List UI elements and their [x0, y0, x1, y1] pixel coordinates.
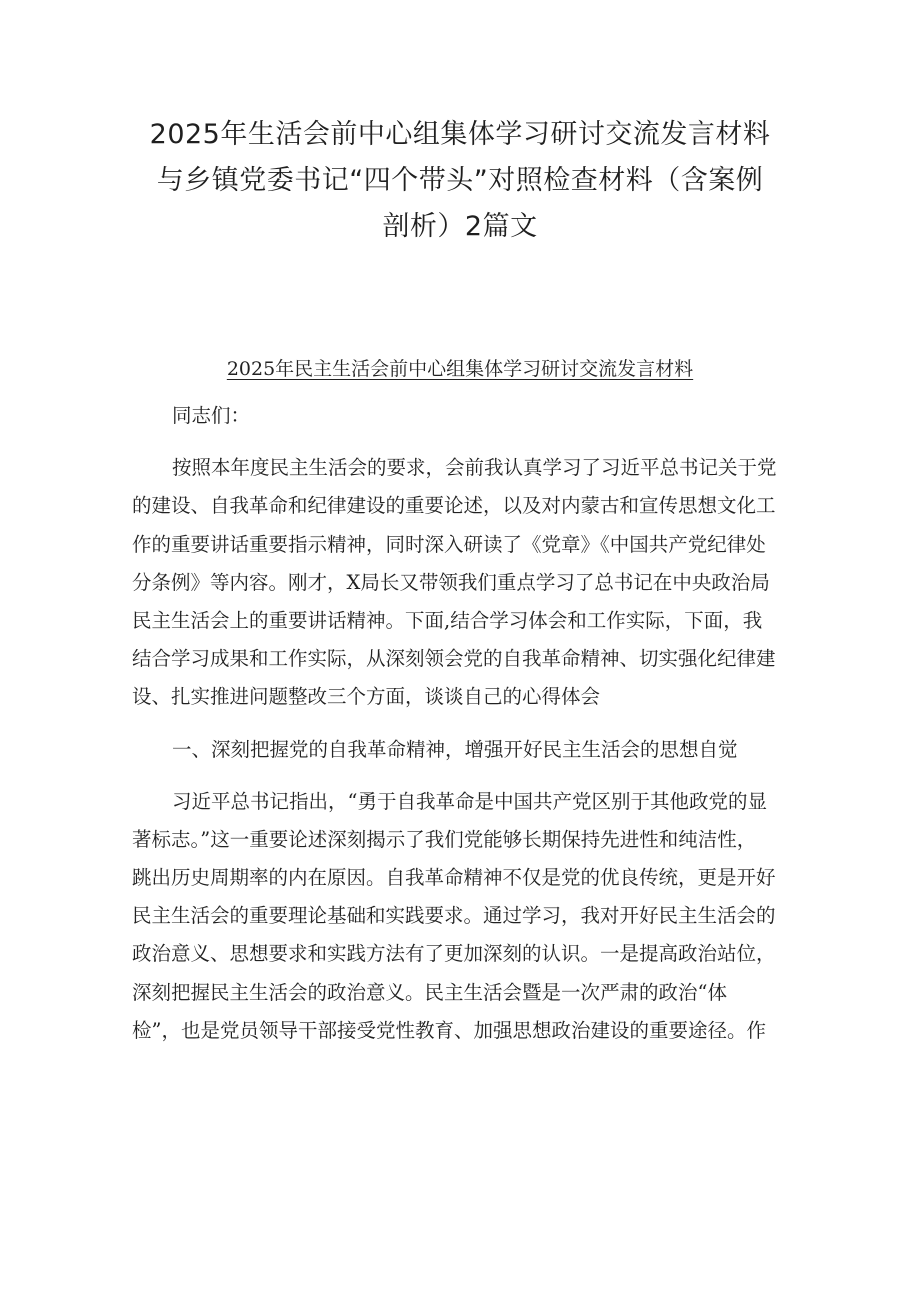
paragraph-line: 跳出历史周期率的内在原因。自我革命精神不仅是党的优良传统，更是开好 — [132, 866, 776, 890]
paragraph-line: 检”，也是党员领导干部接受党性教育、加强思想政治建设的重要途径。作 — [132, 1018, 766, 1042]
paragraph-line: 按照本年度民主生活会的要求，会前我认真学习了习近平总书记关于党 — [172, 456, 777, 480]
paragraph-line: 习近平总书记指出，“勇于自我革命是中国共产党区别于其他政党的显 — [172, 789, 767, 813]
spacer — [132, 717, 792, 731]
paragraph-line: 的建设、自我革命和纪律建设的重要论述，以及对内蒙古和宣传思想文化工 — [132, 494, 776, 518]
spacer — [132, 769, 792, 783]
paragraph-line: 民主生活会的重要理论基础和实践要求。通过学习，我对开好民主生活会的 — [132, 904, 776, 928]
paragraph-line: 分条例》等内容。刚才，X局长又带领我们重点学习了总书记在中央政治局 — [132, 570, 770, 594]
paragraph-line: 深刻把握民主生活会的政治意义。民主生活会暨是一次严肃的政治“体 — [132, 980, 727, 1004]
document-body — [132, 397, 792, 1050]
heading-one: 一、深刻把握党的自我革命精神，增强开好民主生活会的思想自觉 — [172, 737, 738, 761]
title-line: 2025年生活会前中心组集体学习研讨交流发言材料 — [149, 119, 771, 150]
spacer — [132, 435, 792, 449]
title-line: 与乡镇党委书记“四个带头”对照检查材料（含案例 — [156, 165, 764, 196]
paragraph-line: 政治意义、思想要求和实践方法有了更加深刻的认识。一是提高政治站位， — [132, 942, 776, 966]
paragraph-line: 设、扎实推进问题整改三个方面，谈谈自己的心得体会 — [132, 685, 601, 709]
paragraph-line: 著标志。”这一重要论述深刻揭示了我们党能够长期保持先进性和纯洁性， — [132, 827, 757, 851]
paragraph-line: 结合学习成果和工作实际，从深刻领会党的自我革命精神、切实强化纪律建 — [132, 647, 776, 671]
document-title — [110, 112, 810, 250]
salutation: 同志们： — [172, 404, 251, 427]
title-line: 剖析）2篇文 — [382, 211, 538, 242]
section-title: 2025年民主生活会前中心组集体学习研讨交流发言材料 — [226, 358, 694, 380]
paragraph-line: 作的重要讲话重要指示精神，同时深入研读了《党章》《中国共产党纪律处 — [132, 532, 766, 556]
paragraph-line: 民主生活会上的重要讲话精神。下面,结合学习体会和工作实际，下面，我 — [132, 608, 763, 632]
